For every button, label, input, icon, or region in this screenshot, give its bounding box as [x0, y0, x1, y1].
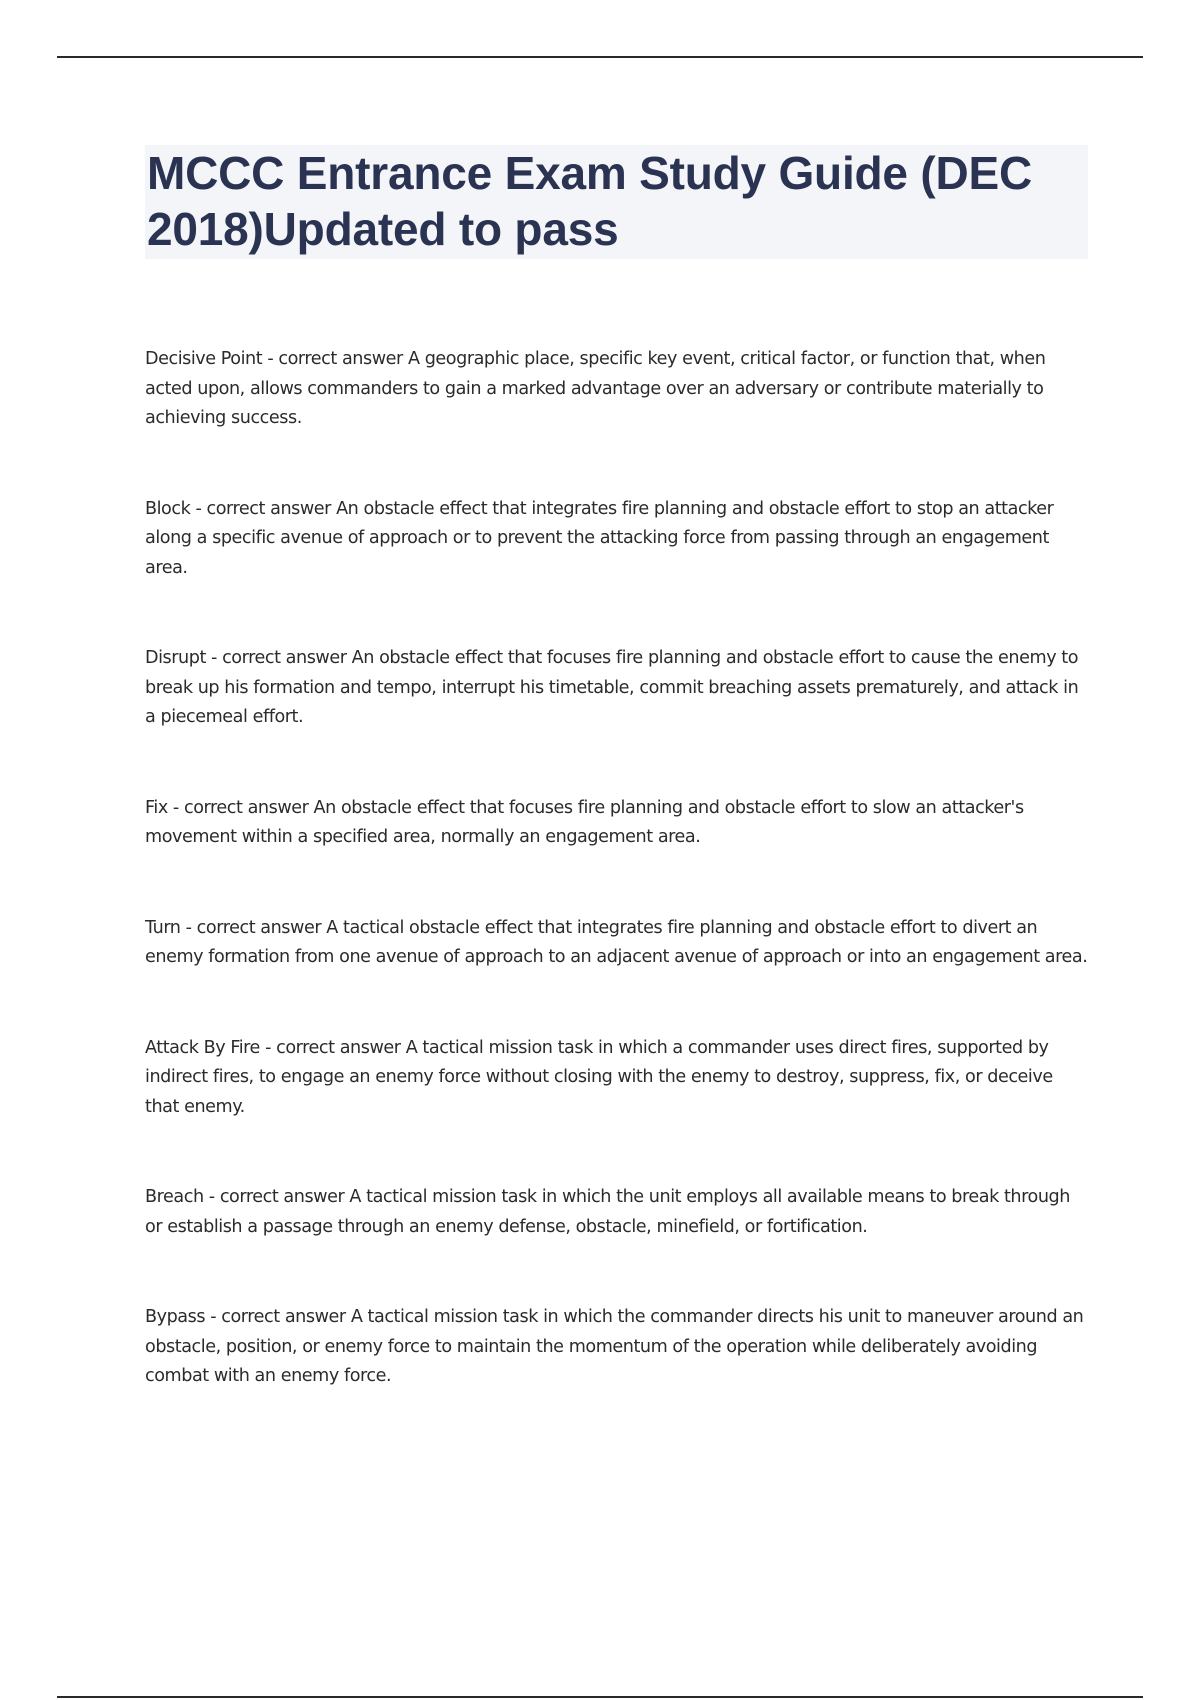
entry-disrupt: Disrupt - correct answer An obstacle effect that focuses fire planning and obstacle effort to cause the enemy to break up his formation and tempo, interrupt his timetable, commit breaching assets prematurely, and attack in a piecemeal effort. [145, 648, 1079, 727]
entry-block: Block - correct answer An obstacle effect that integrates fire planning and obstacle effort to stop an attacker along a specific avenue of approach or to prevent the attacking force from passing through an engagement area. [145, 498, 1054, 578]
entries-list [145, 345, 1090, 1453]
entry-attack-by-fire: Attack By Fire - correct answer A tactical mission task in which a commander uses direct fires, supported by indirect fires, to engage an enemy force without closing with the enemy to destroy, suppress, fix, or deceive that enemy. [145, 1037, 1053, 1117]
bottom-rule [57, 1696, 1143, 1698]
entry-turn: Turn - correct answer A tactical obstacle effect that integrates fire planning and obstacle effort to divert an enemy formation from one avenue of approach to an adjacent avenue of approach or into an engagement area. [145, 917, 1088, 967]
entry-fix: Fix - correct answer An obstacle effect that focuses fire planning and obstacle effort to slow an attacker's movement within a specified area, normally an engagement area. [145, 797, 1024, 847]
entry-decisive-point: Decisive Point - correct answer A geographic place, specific key event, critical factor, or function that, when acted upon, allows commanders to gain a marked advantage over an adversary or contribute materially to achieving success. [145, 349, 1046, 428]
top-rule [57, 56, 1143, 58]
entry-bypass: Bypass - correct answer A tactical mission task in which the commander directs his unit to maneuver around an obstacle, position, or enemy force to maintain the momentum of the operation while deliberately avoiding combat with an enemy force. [145, 1307, 1084, 1386]
entry-breach: Breach - correct answer A tactical mission task in which the unit employs all available means to break through or establish a passage through an enemy defense, obstacle, minefield, or fortification. [145, 1187, 1070, 1237]
title-block [145, 145, 1088, 259]
document-title: MCCC Entrance Exam Study Guide (DEC 2018)Updated to pass [147, 147, 1033, 255]
